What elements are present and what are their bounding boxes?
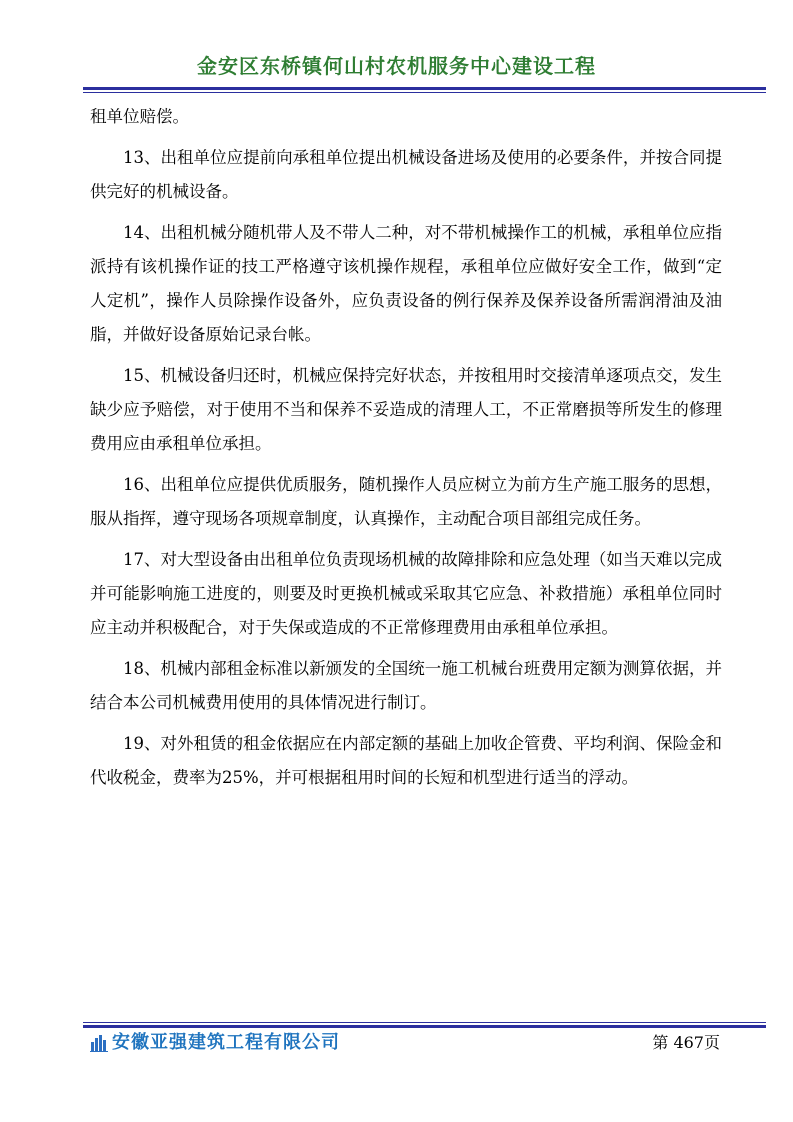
paragraph-item-13: 13、出租单位应提前向承租单位提出机械设备进场及使用的必要条件，并按合同提供完好的机械设备。 (90, 148, 722, 201)
paragraph-item-19: 19、对外租赁的租金依据应在内部定额的基础上加收企管费、平均利润、保险金和代收税金，费率为25%，并可根据租用时间的长短和机型进行适当的浮动。 (90, 734, 722, 787)
paragraph-continuation: 租单位赔偿。 (90, 107, 189, 126)
paragraph-item-15: 15、机械设备归还时，机械应保持完好状态，并按租用时交接清单逐项点交，发生缺少应予赔偿，对于使用不当和保养不妥造成的清理人工，不正常磨损等所发生的修理费用应由承租单位承担。 (90, 366, 722, 453)
header-rule-thin (83, 92, 766, 93)
paragraph-item-18: 18、机械内部租金标准以新颁发的全国统一施工机械台班费用定额为测算依据，并结合本公司机械费用使用的具体情况进行制订。 (90, 659, 722, 712)
building-logo-icon (90, 1034, 108, 1052)
footer-rule-thin (83, 1022, 766, 1023)
paragraph-item-14: 14、出租机械分随机带人及不带人二种，对不带机械操作工的机械，承租单位应指派持有该机操作证的技工严格遵守该机操作规程，承租单位应做好安全工作，做到“定人定机”，操作人员除操作设备外，应负责设备的例行保养及保养设备所需润滑油及油脂，并做好设备原始记录台帐。 (90, 223, 722, 344)
footer-company-name: 安徽亚强建筑工程有限公司 (112, 1032, 340, 1053)
footer-rule-thick (83, 1025, 766, 1028)
page-header-title: 金安区东桥镇何山村农机服务中心建设工程 (197, 54, 596, 78)
footer-page-number: 第 467页 (652, 1033, 720, 1052)
header-rule-thick (83, 87, 766, 90)
paragraph-item-16: 16、出租单位应提供优质服务，随机操作人员应树立为前方生产施工服务的思想，服从指挥，遵守现场各项规章制度，认真操作，主动配合项目部组完成任务。 (90, 475, 722, 528)
document-body (90, 100, 722, 802)
paragraph-item-17: 17、对大型设备由出租单位负责现场机械的故障排除和应急处理（如当天难以完成并可能影响施工进度的，则要及时更换机械或采取其它应急、补救措施）承租单位同时应主动并积极配合，对于失保或造成的不正常修理费用由承租单位承担。 (90, 550, 722, 637)
